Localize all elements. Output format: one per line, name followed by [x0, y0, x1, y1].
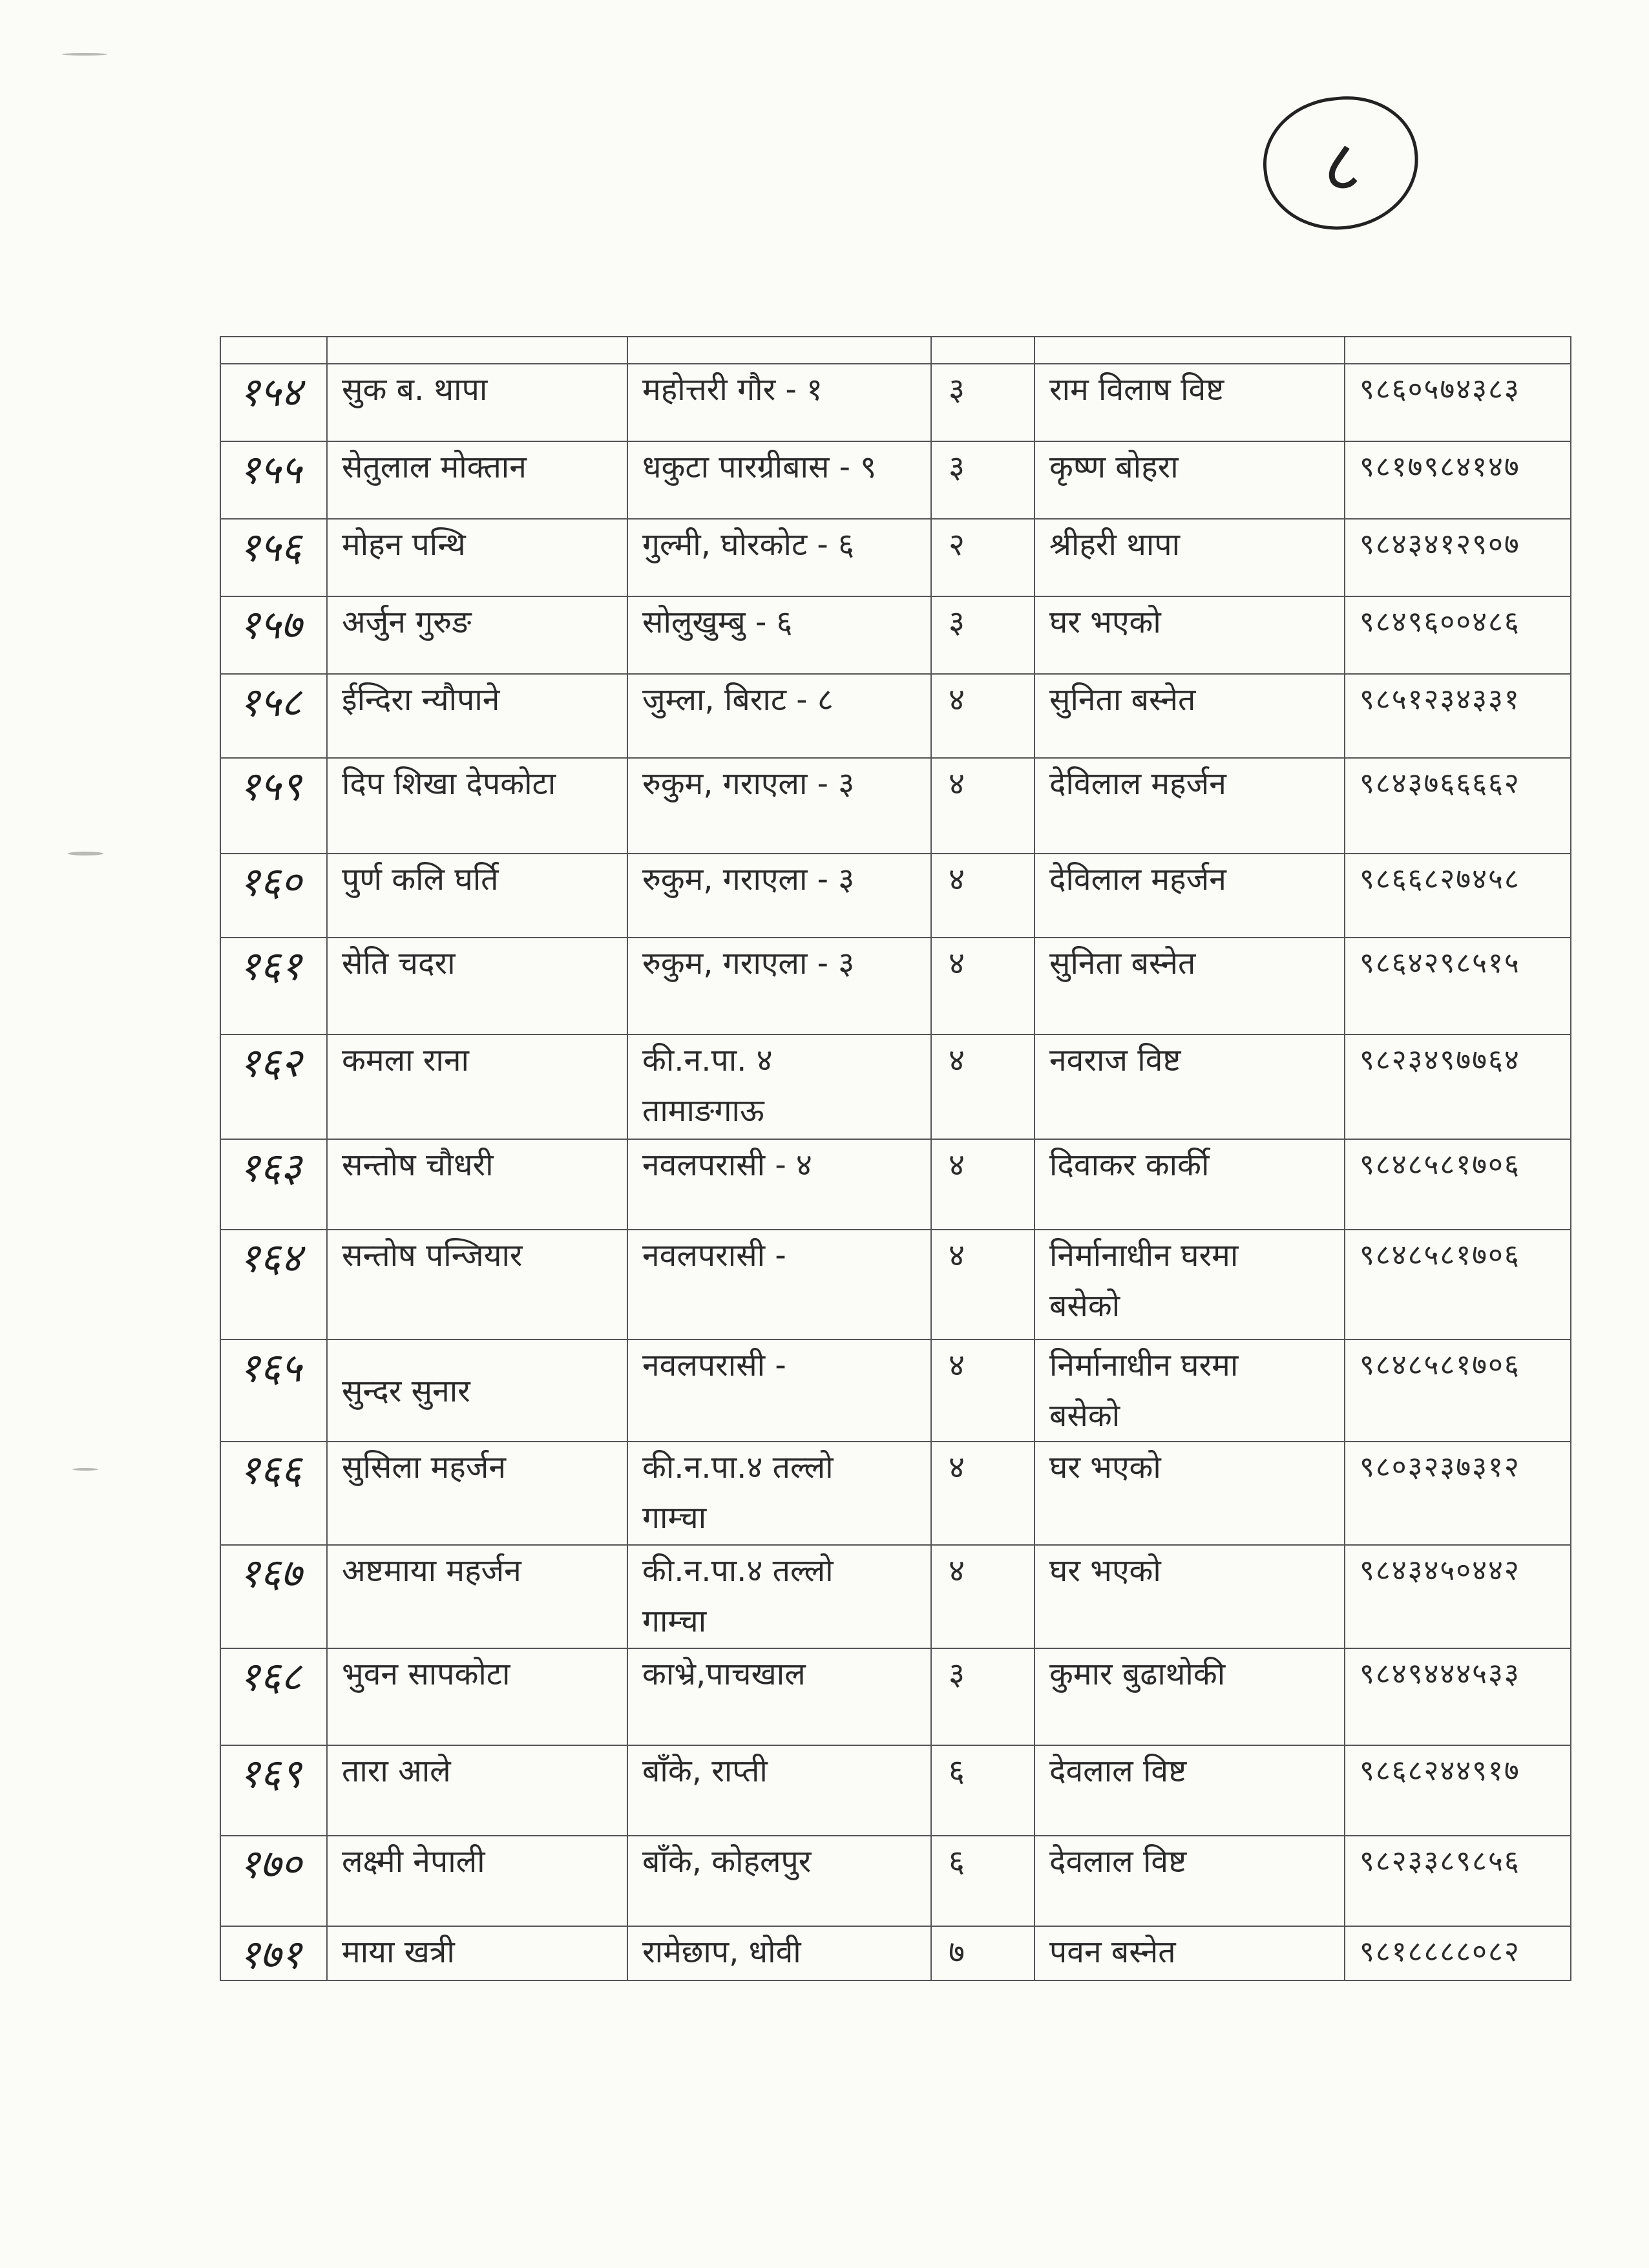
serial-number-cell-text: १६३: [239, 1144, 302, 1191]
table-row: [220, 1139, 1571, 1230]
serial-number-cell: [220, 519, 327, 596]
serial-number-cell: [220, 758, 327, 854]
name-cell-text: दिप शिखा देपकोटा: [342, 766, 556, 802]
members-cell-text: २: [949, 527, 965, 563]
reference-cell-line: निर्मानाधीन घरमा: [1049, 1347, 1239, 1383]
name-cell: [327, 1648, 627, 1745]
table-row: [220, 1648, 1571, 1745]
members-cell-text: ३: [949, 604, 965, 640]
phone-cell-text: ९८४३४५०४४२: [1360, 1554, 1520, 1587]
phone-cell-text: ९८१७९८४१४७: [1360, 450, 1520, 483]
reference-cell: [1035, 1339, 1345, 1442]
members-cell: [931, 674, 1035, 758]
address-cell: [627, 441, 931, 519]
phone-cell: [1345, 938, 1571, 1034]
members-cell: [931, 1139, 1035, 1230]
members-cell: [931, 1034, 1035, 1139]
address-cell-line: रुकुम, गराएला - ३: [642, 766, 855, 802]
table-row: [220, 1230, 1571, 1339]
scan-speck: [68, 852, 103, 856]
address-cell-line: महोत्तरी गौर - १: [642, 372, 823, 408]
phone-cell: [1345, 1442, 1571, 1545]
reference-cell-line: देविलाल महर्जन: [1049, 861, 1226, 898]
members-cell-text: ४: [949, 766, 965, 802]
phone-cell-text: ९८४९४४४५३३: [1360, 1657, 1520, 1690]
name-cell-text: पुर्ण कलि घर्ति: [342, 861, 499, 898]
address-cell: [627, 1339, 931, 1442]
members-cell-text: ३: [949, 1656, 965, 1692]
reference-cell-line: सुनिता बस्नेत: [1049, 945, 1196, 982]
phone-cell-text: ९८२३४९७७६४: [1360, 1044, 1520, 1076]
reference-cell: [1035, 1648, 1345, 1745]
header-cell: [931, 337, 1035, 364]
name-cell: [327, 596, 627, 674]
reference-cell-line: नवराज विष्ट: [1049, 1042, 1181, 1078]
table-row: [220, 758, 1571, 854]
serial-number-cell: [220, 1230, 327, 1339]
serial-number-cell-text: १५५: [239, 446, 302, 493]
serial-number-cell: [220, 1442, 327, 1545]
phone-cell-text: ९८४३७६६६६२: [1360, 767, 1520, 800]
name-cell-text: सेतुलाल मोक्तान: [342, 449, 527, 485]
table-row: [220, 364, 1571, 441]
address-cell: [627, 674, 931, 758]
phone-cell: [1345, 1745, 1571, 1836]
name-cell: [327, 674, 627, 758]
address-cell: [627, 1926, 931, 1980]
serial-number-cell: [220, 1926, 327, 1980]
phone-cell-text: ९८४३४१२९०७: [1360, 528, 1520, 561]
name-cell-text: मोहन पन्थि: [342, 527, 466, 563]
address-cell: [627, 1139, 931, 1230]
address-cell-line: तामाङगाऊ: [642, 1093, 764, 1129]
address-cell-line: काभ्रे,पाचखाल: [642, 1656, 806, 1692]
members-cell: [931, 1230, 1035, 1339]
phone-cell-text: ९८०३२३७३१२: [1360, 1451, 1520, 1484]
name-cell-text: सन्तोष चौधरी: [342, 1147, 494, 1183]
name-cell: [327, 1339, 627, 1442]
members-cell: [931, 854, 1035, 938]
address-cell: [627, 519, 931, 596]
members-cell-text: ४: [949, 1147, 965, 1183]
phone-cell: [1345, 1926, 1571, 1980]
members-cell: [931, 519, 1035, 596]
address-cell: [627, 364, 931, 441]
serial-number-cell-text: १६७: [239, 1549, 302, 1597]
address-cell-line: बाँके, कोहलपुर: [642, 1843, 812, 1880]
scan-speck: [72, 1468, 98, 1471]
address-cell-line: की.न.पा.४ तल्लो: [642, 1449, 834, 1486]
address-cell-line: रामेछाप, धोवी: [642, 1934, 801, 1970]
reference-cell: [1035, 1034, 1345, 1139]
address-cell-line: की.न.पा. ४: [642, 1042, 773, 1078]
phone-cell: [1345, 758, 1571, 854]
name-cell-text: लक्ष्मी नेपाली: [342, 1843, 485, 1880]
header-cell: [627, 337, 931, 364]
address-cell-line: गुल्मी, घोरकोट - ६: [642, 527, 854, 563]
members-cell: [931, 1836, 1035, 1926]
phone-cell: [1345, 1545, 1571, 1648]
reference-cell-line: श्रीहरी थापा: [1049, 527, 1181, 563]
table-row: [220, 674, 1571, 758]
address-cell: [627, 1442, 931, 1545]
reference-cell-line: कुमार बुढाथोकी: [1049, 1656, 1226, 1692]
serial-number-cell-text: १५९: [239, 762, 302, 810]
members-cell: [931, 1545, 1035, 1648]
reference-cell: [1035, 674, 1345, 758]
reference-cell-line: देवलाल विष्ट: [1049, 1753, 1187, 1789]
phone-cell: [1345, 1230, 1571, 1339]
name-cell-text: तारा आले: [342, 1753, 451, 1789]
serial-number-cell: [220, 674, 327, 758]
members-cell-text: ४: [949, 945, 965, 982]
reference-cell: [1035, 596, 1345, 674]
phone-cell: [1345, 854, 1571, 938]
register-table: [220, 336, 1571, 1981]
reference-cell: [1035, 1545, 1345, 1648]
header-cell: [1035, 337, 1345, 364]
phone-cell: [1345, 1034, 1571, 1139]
reference-cell: [1035, 1836, 1345, 1926]
serial-number-cell-text: १६४: [239, 1234, 302, 1281]
serial-number-cell: [220, 1545, 327, 1648]
name-cell-text: कमला राना: [342, 1042, 469, 1078]
members-cell: [931, 1442, 1035, 1545]
phone-cell-text: ९८६०५७४३८३: [1360, 373, 1520, 406]
name-cell-text: भुवन सापकोटा: [342, 1656, 510, 1692]
table-header-row: [220, 337, 1571, 364]
header-cell: [327, 337, 627, 364]
reference-cell-line: सुनिता बस्नेत: [1049, 682, 1196, 718]
name-cell: [327, 938, 627, 1034]
serial-number-cell: [220, 1648, 327, 1745]
serial-number-cell: [220, 364, 327, 441]
members-cell-text: ४: [949, 1449, 965, 1486]
members-cell: [931, 441, 1035, 519]
table-row: [220, 1926, 1571, 1980]
address-cell: [627, 596, 931, 674]
address-cell: [627, 1745, 931, 1836]
members-cell-text: ६: [949, 1843, 965, 1880]
page-number-text: ८: [1318, 122, 1364, 209]
serial-number-cell-text: १६२: [239, 1039, 302, 1086]
name-cell-text: सन्तोष पन्जियार: [342, 1237, 523, 1274]
page-number-circle: [1257, 89, 1425, 237]
reference-cell-line: निर्मानाधीन घरमा: [1049, 1237, 1239, 1274]
address-cell-line: बाँके, राप्ती: [642, 1753, 768, 1789]
table-row: [220, 1442, 1571, 1545]
name-cell: [327, 519, 627, 596]
members-cell-text: ४: [949, 682, 965, 718]
phone-cell-text: ९८१८८८८०८२: [1360, 1935, 1520, 1968]
address-cell: [627, 1230, 931, 1339]
name-cell: [327, 1545, 627, 1648]
reference-cell: [1035, 1230, 1345, 1339]
table-row: [220, 854, 1571, 938]
name-cell: [327, 1836, 627, 1926]
phone-cell-text: ९८४८५८१७०६: [1360, 1349, 1520, 1381]
serial-number-cell-text: १६८: [239, 1653, 302, 1700]
phone-cell: [1345, 519, 1571, 596]
table-row: [220, 938, 1571, 1034]
members-cell-text: ४: [949, 861, 965, 898]
members-cell: [931, 1339, 1035, 1442]
address-cell-line: नवलपरासी -: [642, 1347, 786, 1383]
reference-cell: [1035, 1745, 1345, 1836]
address-cell-line: गाम्चा: [642, 1500, 707, 1536]
name-cell-text: ईन्दिरा न्यौपाने: [342, 682, 500, 718]
reference-cell-line: घर भएको: [1049, 1449, 1161, 1486]
name-cell: [327, 854, 627, 938]
serial-number-cell: [220, 1745, 327, 1836]
reference-cell: [1035, 938, 1345, 1034]
name-cell-text: सुक ब. थापा: [342, 372, 488, 408]
phone-cell-text: ९८६६८२७४५८: [1360, 863, 1520, 896]
address-cell-line: नवलपरासी -: [642, 1237, 786, 1274]
reference-cell-line: देवलाल विष्ट: [1049, 1843, 1187, 1880]
address-cell-line: गाम्चा: [642, 1603, 707, 1639]
phone-cell-text: ९८६४२९८५१५: [1360, 947, 1520, 980]
phone-cell-text: ९८५१२३४३३१: [1360, 683, 1520, 716]
header-cell: [1345, 337, 1571, 364]
address-cell-line: धकुटा पारग्रीबास - ९: [642, 449, 877, 485]
reference-cell: [1035, 364, 1345, 441]
reference-cell: [1035, 854, 1345, 938]
name-cell-text: अष्टमाया महर्जन: [342, 1553, 521, 1589]
serial-number-cell-text: १६५: [239, 1344, 302, 1391]
table-row: [220, 1034, 1571, 1139]
name-cell-text: सुसिला महर्जन: [342, 1449, 507, 1486]
serial-number-cell-text: १७०: [239, 1840, 302, 1887]
reference-cell: [1035, 1442, 1345, 1545]
table-row: [220, 519, 1571, 596]
address-cell-line: रुकुम, गराएला - ३: [642, 861, 855, 898]
phone-cell-text: ९८४९६००४८६: [1360, 605, 1520, 638]
members-cell: [931, 596, 1035, 674]
address-cell: [627, 758, 931, 854]
phone-cell-text: ९८४८५८१७०६: [1360, 1148, 1520, 1181]
serial-number-cell-text: १५८: [239, 678, 302, 726]
address-cell: [627, 1034, 931, 1139]
name-cell: [327, 1442, 627, 1545]
reference-cell-line: घर भएको: [1049, 604, 1161, 640]
reference-cell: [1035, 519, 1345, 596]
address-cell-line: जुम्ला, बिराट - ८: [642, 682, 834, 718]
name-cell: [327, 758, 627, 854]
reference-cell: [1035, 758, 1345, 854]
address-cell-line: की.न.पा.४ तल्लो: [642, 1553, 834, 1589]
serial-number-cell: [220, 441, 327, 519]
table-row: [220, 1836, 1571, 1926]
name-cell: [327, 1926, 627, 1980]
name-cell-text: सुन्दर सुनार: [342, 1373, 470, 1409]
table-row: [220, 1545, 1571, 1648]
reference-cell-line: पवन बस्नेत: [1049, 1934, 1176, 1970]
reference-cell-line: देविलाल महर्जन: [1049, 766, 1226, 802]
members-cell-text: ४: [949, 1042, 965, 1078]
name-cell: [327, 1139, 627, 1230]
scan-speck: [62, 53, 107, 56]
phone-cell: [1345, 1339, 1571, 1442]
reference-cell-line: बसेको: [1049, 1288, 1120, 1324]
phone-cell-text: ९८२३३८९८५६: [1360, 1845, 1520, 1878]
reference-cell: [1035, 1139, 1345, 1230]
address-cell-line: रुकुम, गराएला - ३: [642, 945, 855, 982]
members-cell: [931, 1648, 1035, 1745]
phone-cell-text: ९८४८५८१७०६: [1360, 1239, 1520, 1272]
serial-number-cell: [220, 1139, 327, 1230]
members-cell-text: ४: [949, 1347, 965, 1383]
name-cell: [327, 364, 627, 441]
serial-number-cell: [220, 1836, 327, 1926]
members-cell-text: ४: [949, 1237, 965, 1274]
serial-number-cell-text: १७१: [239, 1931, 302, 1978]
serial-number-cell: [220, 854, 327, 938]
serial-number-cell: [220, 1034, 327, 1139]
serial-number-cell-text: १६६: [239, 1446, 302, 1493]
name-cell: [327, 1745, 627, 1836]
phone-cell-text: ९८६८२४४९१७: [1360, 1754, 1520, 1787]
reference-cell-line: घर भएको: [1049, 1553, 1161, 1589]
serial-number-cell-text: १५७: [239, 601, 302, 648]
members-cell-text: ६: [949, 1753, 965, 1789]
members-cell-text: ३: [949, 372, 965, 408]
reference-cell-line: कृष्ण बोहरा: [1049, 449, 1179, 485]
address-cell: [627, 854, 931, 938]
address-cell-line: सोलुखुम्बु - ६: [642, 604, 793, 640]
members-cell: [931, 1745, 1035, 1836]
serial-number-cell-text: १६९: [239, 1750, 302, 1797]
members-cell: [931, 758, 1035, 854]
address-cell: [627, 938, 931, 1034]
serial-number-cell: [220, 1339, 327, 1442]
reference-cell-line: बसेको: [1049, 1398, 1120, 1434]
address-cell: [627, 1648, 931, 1745]
members-cell: [931, 938, 1035, 1034]
reference-cell-line: राम विलाष विष्ट: [1049, 372, 1224, 408]
table-row: [220, 441, 1571, 519]
name-cell-text: माया खत्री: [342, 1934, 455, 1970]
serial-number-cell-text: १५६: [239, 523, 302, 571]
address-cell: [627, 1836, 931, 1926]
serial-number-cell-text: १६१: [239, 942, 302, 989]
members-cell: [931, 364, 1035, 441]
name-cell-text: सेति चदरा: [342, 945, 456, 982]
serial-number-cell: [220, 938, 327, 1034]
address-cell: [627, 1545, 931, 1648]
members-cell-text: ७: [949, 1934, 965, 1970]
table-row: [220, 596, 1571, 674]
address-cell-line: नवलपरासी - ४: [642, 1147, 812, 1183]
table-row: [220, 1339, 1571, 1442]
phone-cell: [1345, 1139, 1571, 1230]
serial-number-cell: [220, 596, 327, 674]
name-cell: [327, 1230, 627, 1339]
name-cell-text: अर्जुन गुरुङ: [342, 604, 472, 640]
phone-cell: [1345, 1648, 1571, 1745]
reference-cell: [1035, 441, 1345, 519]
members-cell: [931, 1926, 1035, 1980]
phone-cell: [1345, 674, 1571, 758]
members-cell-text: ३: [949, 449, 965, 485]
reference-cell-line: दिवाकर कार्की: [1049, 1147, 1210, 1183]
table-row: [220, 1745, 1571, 1836]
serial-number-cell-text: १६०: [239, 858, 302, 905]
phone-cell: [1345, 596, 1571, 674]
header-cell: [220, 337, 327, 364]
phone-cell: [1345, 1836, 1571, 1926]
members-cell-text: ४: [949, 1553, 965, 1589]
phone-cell: [1345, 441, 1571, 519]
name-cell: [327, 441, 627, 519]
reference-cell: [1035, 1926, 1345, 1980]
phone-cell: [1345, 364, 1571, 441]
serial-number-cell-text: १५४: [239, 368, 302, 415]
name-cell: [327, 1034, 627, 1139]
